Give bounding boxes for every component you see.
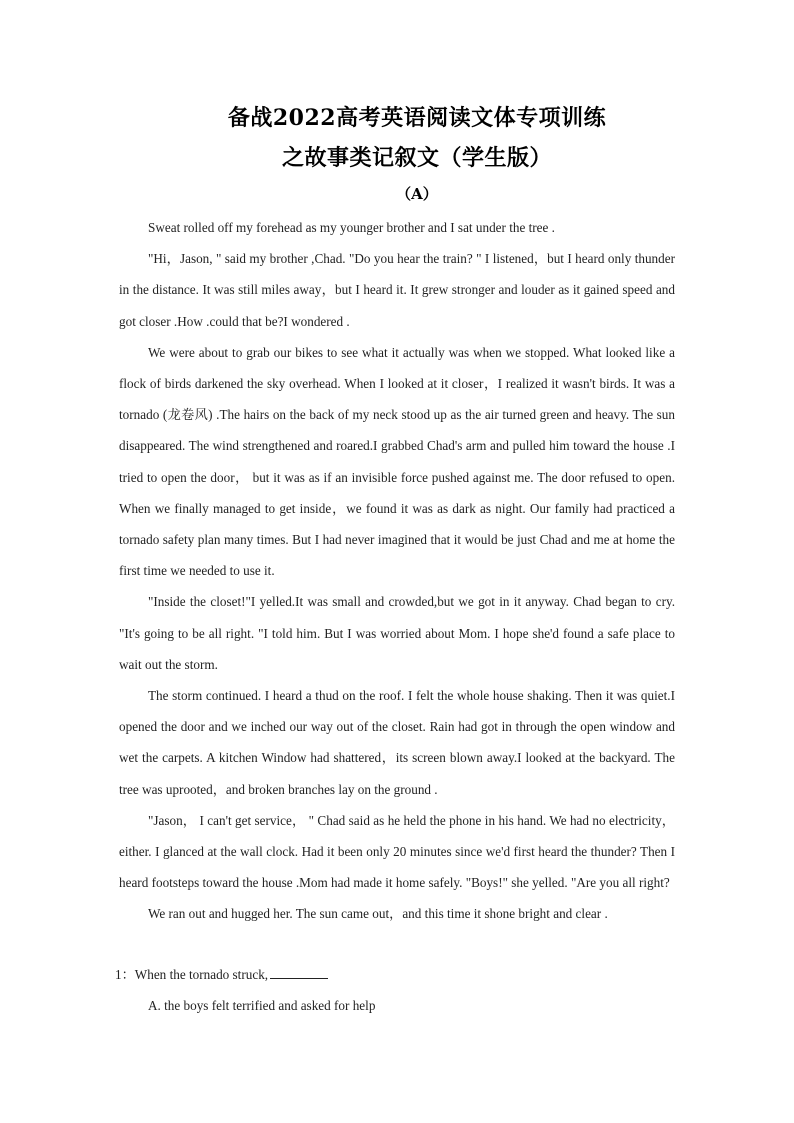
option-a: A. the boys felt terrified and asked for help: [148, 998, 376, 1014]
passage-paragraph-4: "Inside the closet!"I yelled.It was small and crowded,but we got in it anyway. Chad began to cry. "It's going to be all right. "I told him. But I was worried about Mom. I hope she'd found a safe place to wait out the storm.: [119, 594, 675, 672]
passage: [119, 212, 675, 930]
question-1: [115, 959, 675, 1021]
passage-paragraph-7: We ran out and hugged her. The sun came out，and this time it shone bright and clear .: [148, 906, 608, 922]
answer-blank: [270, 965, 328, 979]
section-label: （A）: [396, 185, 438, 203]
passage-paragraph-5: The storm continued. I heard a thud on the roof. I felt the whole house shaking. Then it was quiet.I opened the door and we inched our way out of the closet. Rain had got in through the open window and wet the carpets. A kitchen Window had shattered，its screen blown away.I looked at the backyard. The tree was uprooted，and broken branches lay on the ground .: [119, 688, 675, 797]
passage-paragraph-3: We were about to grab our bikes to see what it actually was when we stopped. What looked like a flock of birds darkened the sky overhead. When I looked at it closer，I realized it wasn't birds. It was a tornado (龙卷风) .The hairs on the back of my neck stood up as the air turned green and heavy. The sun disappeared. The wind strengthened and roared.I grabbed Chad's arm and pulled him toward the house .I tried to open the door， but it was as if an invisible force pushed against me. The door refused to open. When we finally managed to get inside，we found it was as dark as night. Our family had practiced a tornado safety plan many times. But I had never imagined that it would be just Chad and me at home the first time we needed to use it.: [119, 344, 675, 579]
question-stem-text: 1：When the tornado struck,: [115, 967, 269, 982]
question-stem: [115, 959, 675, 990]
document-subtitle: 之故事类记叙文（学生版）: [281, 145, 552, 171]
passage-paragraph-2: "Hi，Jason, " said my brother ,Chad. "Do you hear the train? " I listened，but I heard only thunder in the distance. It was still miles away，but I heard it. It grew stronger and louder as it gained speed and got closer .How .could that be?I wondered .: [119, 251, 675, 329]
document-title: 备战2022高考英语阅读文体专项训练: [227, 105, 607, 131]
passage-paragraph-6: "Jason， I can't get service， " Chad said as he held the phone in his hand. We had no electricity，either. I glanced at the wall clock. Had it been only 20 minutes since we'd first heard the thunder? Then I heard footsteps toward the house .Mom had made it home safely. "Boys!" she yelled. "Are you all right?: [119, 812, 675, 891]
passage-paragraph-1: Sweat rolled off my forehead as my younger brother and I sat under the tree .: [148, 220, 555, 235]
